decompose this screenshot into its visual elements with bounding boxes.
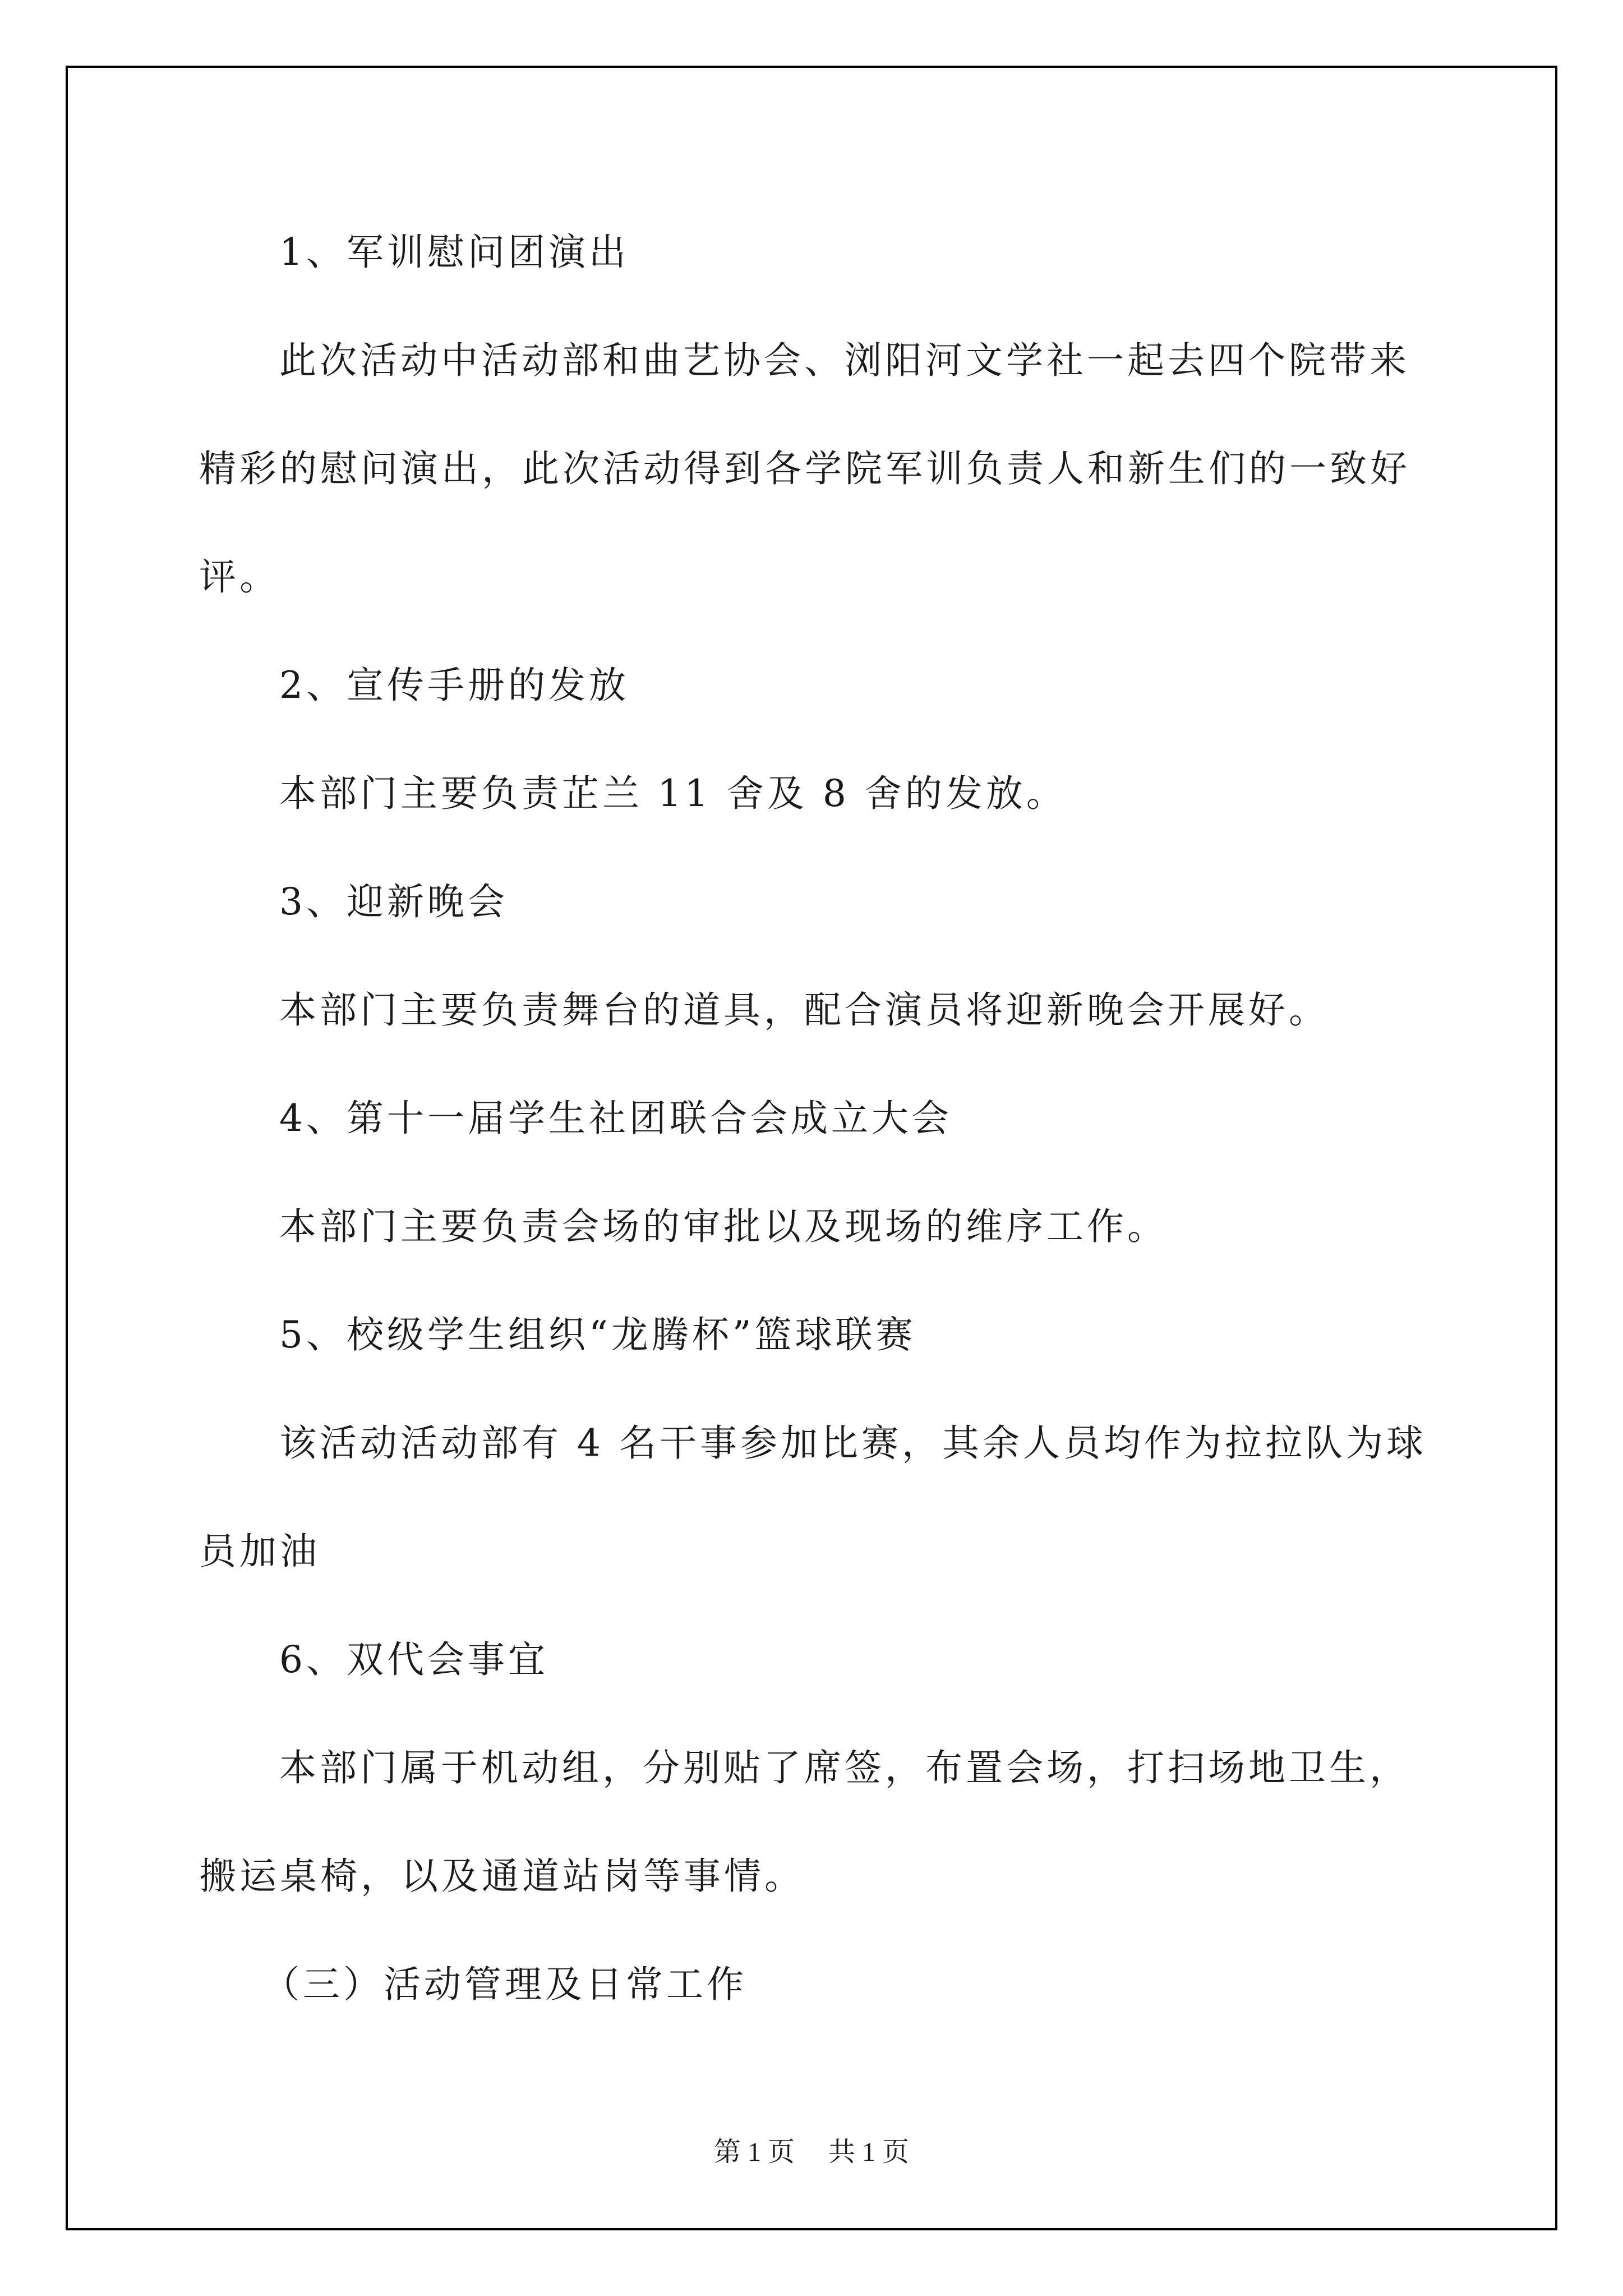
page-total: 共 1 页 — [828, 2137, 910, 2167]
paragraph-line: 评。 — [199, 555, 280, 599]
paragraph-line: 员加油 — [199, 1530, 320, 1573]
heading-2: 2、宣传手册的发放 — [279, 664, 629, 707]
heading-3: 3、迎新晚会 — [279, 880, 508, 923]
page-footer — [0, 2136, 1623, 2169]
paragraph-line: 本部门主要负责会场的审批以及现场的维序工作。 — [279, 1205, 1168, 1248]
heading-5: 5、校级学生组织“龙腾杯”篮球联赛 — [279, 1313, 916, 1356]
page-number: 第 1 页 — [713, 2137, 795, 2167]
paragraph-line: 本部门属于机动组，分别贴了席签，布置会场，打扫场地卫生， — [279, 1746, 1410, 1789]
heading-6: 6、双代会事宜 — [279, 1638, 548, 1681]
paragraph-line: 搬运桌椅，以及通道站岗等事情。 — [199, 1855, 805, 1898]
paragraph-line: 该活动活动部有 4 名干事参加比赛，其余人员均作为拉拉队为球 — [279, 1421, 1427, 1465]
paragraph-line: 本部门主要负责舞台的道具，配合演员将迎新晚会开展好。 — [279, 988, 1329, 1032]
paragraph-line: 此次活动中活动部和曲艺协会、浏阳河文学社一起去四个院带来 — [279, 339, 1410, 382]
section-heading: （三）活动管理及日常工作 — [262, 1963, 747, 2006]
heading-1: 1、军训慰问团演出 — [279, 231, 629, 274]
heading-4: 4、第十一届学生社团联合会成立大会 — [279, 1097, 952, 1140]
paragraph-line: 精彩的慰问演出，此次活动得到各学院军训负责人和新生们的一致好 — [199, 447, 1410, 490]
paragraph-line: 本部门主要负责芷兰 11 舍及 8 舍的发放。 — [279, 772, 1067, 815]
page-border — [66, 66, 1557, 2230]
